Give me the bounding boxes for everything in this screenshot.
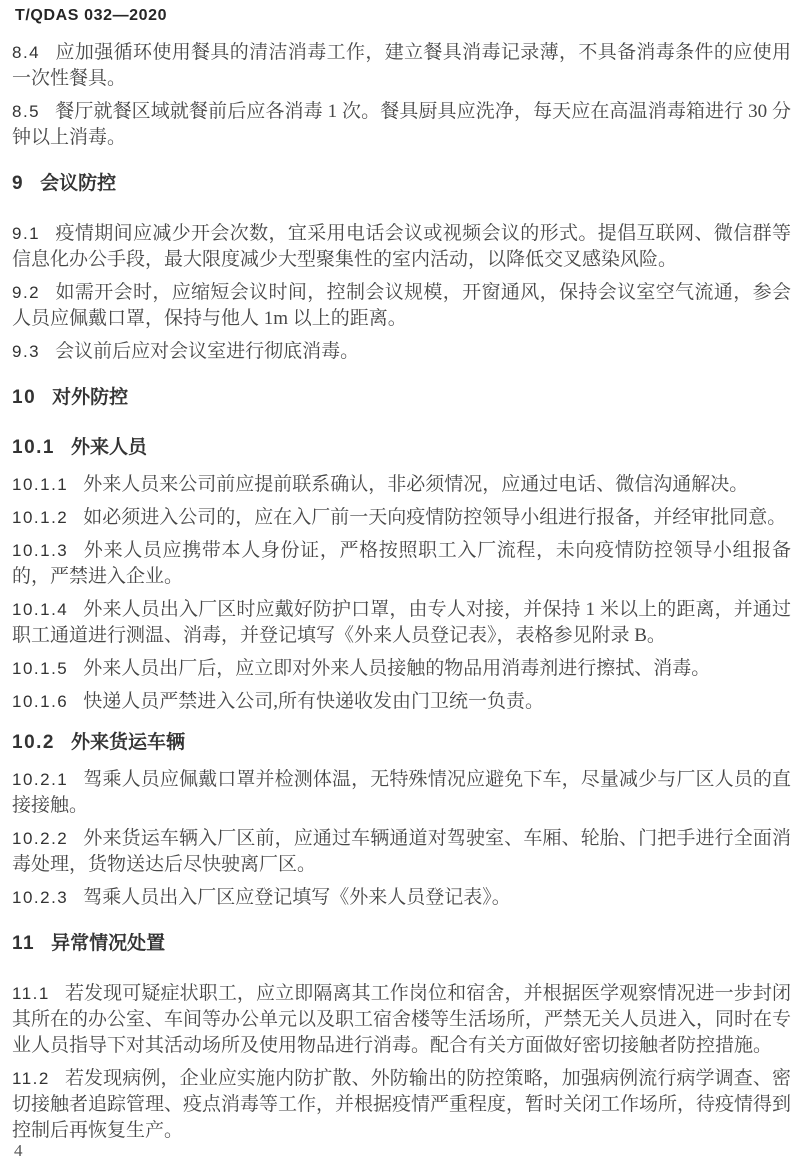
clause-text: 对外防控	[52, 387, 129, 408]
clause-paragraph	[12, 339, 791, 365]
clause-text: 外来人员出入厂区时应戴好防护口罩，由专人对接，并保持 1 米以上的距离，并通过职工通道进行测温、消毒，并登记填写《外来人员登记表》，表格参见附录 B。	[12, 599, 791, 646]
clause-number: 11.1	[12, 984, 50, 1003]
clause-text: 驾乘人员出入厂区应登记填写《外来人员登记表》。	[83, 887, 511, 908]
clause-number: 10.2	[12, 732, 55, 753]
section-heading	[12, 171, 791, 197]
clause-text: 如必须进入公司的，应在入厂前一天向疫情防控领导小组进行报备，并经审批同意。	[83, 507, 787, 528]
clause-number: 10.2.3	[12, 888, 69, 907]
clause-paragraph	[12, 40, 791, 92]
clause-paragraph	[12, 99, 791, 151]
clause-text: 外来人员应携带本人身份证，严格按照职工入厂流程，未向疫情防控领导小组报备的，严禁进入企业。	[12, 540, 791, 587]
clause-number: 10.1.3	[12, 541, 69, 560]
clause-paragraph	[12, 656, 791, 682]
clause-text: 外来人员来公司前应提前联系确认，非必须情况，应通过电话、微信沟通解决。	[83, 474, 749, 495]
clause-paragraph	[12, 689, 791, 715]
clause-paragraph	[12, 826, 791, 878]
clause-number: 10.1.4	[12, 600, 69, 619]
section-heading	[12, 931, 791, 957]
clause-text: 若发现病例，企业应实施内防扩散、外防输出的防控策略，加强病例流行病学调查、密切接触者追踪管理、疫点消毒等工作，并根据疫情严重程度，暂时关闭工作场所，待疫情得到控制后再恢复生产。	[12, 1068, 792, 1141]
clause-paragraph	[12, 767, 791, 819]
clause-text: 会议防控	[40, 173, 117, 194]
clause-number: 10.1.6	[12, 692, 69, 711]
clause-text: 会议前后应对会议室进行彻底消毒。	[55, 341, 360, 362]
clause-number: 11	[12, 933, 36, 954]
clause-text: 外来人员	[70, 437, 147, 458]
clause-number: 9.1	[12, 224, 41, 243]
clause-text: 应加强循环使用餐具的清洁消毒工作，建立餐具消毒记录薄，不具备消毒条件的应使用一次性餐具。	[12, 42, 791, 89]
clause-paragraph	[12, 221, 791, 273]
clause-number: 9.3	[12, 342, 41, 361]
clause-paragraph	[12, 597, 791, 649]
clause-number: 10.1.2	[12, 508, 69, 527]
section-heading	[12, 435, 791, 461]
clause-number: 8.5	[12, 102, 41, 121]
clause-text: 外来货运车辆	[70, 732, 185, 753]
clause-number: 10.1.1	[12, 475, 69, 494]
clause-number: 10.1.5	[12, 659, 69, 678]
clause-number: 10.1	[12, 437, 55, 458]
clause-paragraph	[12, 538, 791, 590]
clause-paragraph	[12, 472, 791, 498]
section-heading	[12, 385, 791, 411]
document-body	[0, 25, 800, 1144]
page-number: 4	[14, 1141, 23, 1160]
clause-paragraph	[12, 505, 791, 531]
clause-paragraph	[12, 280, 791, 332]
clause-number: 9	[12, 173, 25, 194]
clause-number: 11.2	[12, 1069, 50, 1088]
clause-text: 如需开会时，应缩短会议时间，控制会议规模，开窗通风，保持会议室空气流通，参会人员应佩戴口罩，保持与他人 1m 以上的距离。	[12, 282, 791, 329]
clause-number: 10	[12, 387, 37, 408]
clause-number: 8.4	[12, 43, 41, 62]
standard-number-header: T/QDAS 032—2020	[15, 7, 168, 24]
clause-number: 9.2	[12, 283, 41, 302]
clause-number: 10.2.2	[12, 829, 69, 848]
clause-text: 快递人员严禁进入公司,所有快递收发由门卫统一负责。	[83, 691, 545, 712]
clause-text: 外来货运车辆入厂区前，应通过车辆通道对驾驶室、车厢、轮胎、门把手进行全面消毒处理，货物送达后尽快驶离厂区。	[12, 828, 791, 875]
clause-text: 餐厅就餐区域就餐前后应各消毒 1 次。餐具厨具应洗净，每天应在高温消毒箱进行 30 分钟以上消毒。	[12, 101, 791, 148]
clause-text: 异常情况处置	[51, 933, 166, 954]
clause-text: 若发现可疑症状职工，应立即隔离其工作岗位和宿舍，并根据医学观察情况进一步封闭其所在的办公室、车间等办公单元以及职工宿舍楼等生活场所，严禁无关人员进入，同时在专业人员指导下对其活动场所及使用物品进行消毒。配合有关方面做好密切接触者防控措施。	[12, 983, 792, 1056]
clause-paragraph	[12, 885, 791, 911]
clause-paragraph	[12, 981, 791, 1059]
section-heading	[12, 730, 791, 756]
clause-number: 10.2.1	[12, 770, 69, 789]
clause-text: 外来人员出厂后，应立即对外来人员接触的物品用消毒剂进行擦拭、消毒。	[83, 658, 711, 679]
clause-text: 驾乘人员应佩戴口罩并检测体温，无特殊情况应避免下车，尽量减少与厂区人员的直接接触。	[12, 769, 791, 816]
clause-paragraph	[12, 1066, 791, 1144]
clause-text: 疫情期间应减少开会次数，宜采用电话会议或视频会议的形式。提倡互联网、微信群等信息化办公手段，最大限度减少大型聚集性的室内活动，以降低交叉感染风险。	[12, 223, 791, 270]
